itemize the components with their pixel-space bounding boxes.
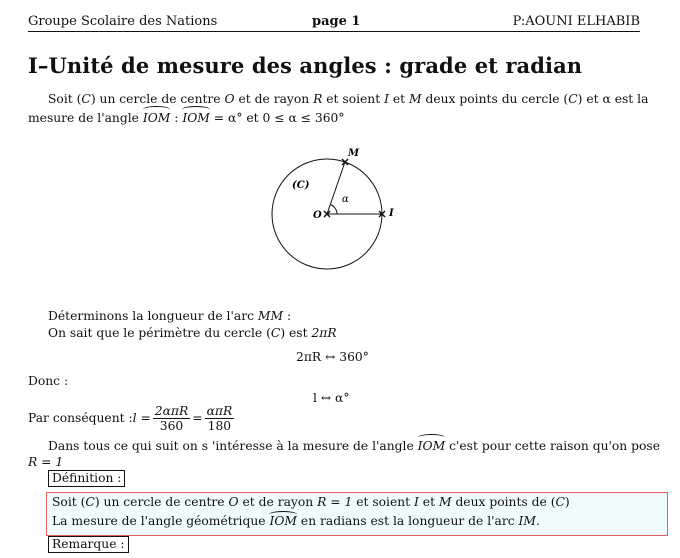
par-consequent-line: Par conséquent : l = $\frac{\text{2απR}}{360}$ = $\frac{\text{απR}}{180}$ bbox=[28, 404, 233, 433]
circle-figure bbox=[262, 142, 402, 276]
intro-paragraph: Soit (C) un cercle de centre O et de rayon R et soient I et M deux points du cercle (C) et α est la mesure de l'angle IOM : IOM = α° et 0 ≤ α ≤ 360° bbox=[28, 90, 643, 128]
determinons-line: Déterminons la longueur de l'arc MM : bbox=[48, 309, 292, 323]
label-C: (C) bbox=[292, 180, 310, 191]
definition-label: Définition : bbox=[48, 470, 125, 487]
point-M-mark bbox=[342, 159, 348, 165]
definition-line-1: Soit (C) un cercle de centre O et de rayon R = 1 et soient I et M deux points de (C) bbox=[52, 495, 570, 509]
label-O: O bbox=[313, 210, 322, 221]
dans-tous-line: Dans tous ce qui suit on s 'intéresse à la mesure de l'angle IOM c'est pour cette raison qu'on pose bbox=[48, 437, 660, 456]
perimetre-line: On sait que le périmètre du cercle (C) est 2πR bbox=[48, 326, 337, 340]
page-number: page 1 bbox=[312, 14, 361, 29]
radius-OM bbox=[327, 162, 345, 214]
label-M: M bbox=[348, 148, 360, 159]
label-alpha: α bbox=[342, 194, 349, 205]
donc-label: Donc : bbox=[28, 374, 69, 388]
angle-arc bbox=[330, 205, 337, 214]
fraction-2: $\frac{\text{απR}}{180}$ bbox=[206, 404, 233, 433]
remarque-label: Remarque : bbox=[48, 536, 129, 553]
label-I: I bbox=[389, 208, 394, 219]
equation-perimeter: 2πR ↔ 360° bbox=[296, 350, 369, 364]
header-rule bbox=[28, 31, 640, 32]
definition-box bbox=[46, 492, 668, 536]
header-author: P:AOUNI ELHABIB bbox=[512, 14, 640, 29]
header-left: Groupe Scolaire des Nations bbox=[28, 14, 218, 29]
fraction-1: $\frac{\text{2απR}}{360}$ bbox=[154, 404, 189, 433]
definition-line-2: La mesure de l'angle géométrique IOM en radians est la longueur de l'arc IM. bbox=[52, 514, 540, 528]
equation-arc: l ↔ α° bbox=[313, 391, 350, 405]
r-equals-one: R = 1 bbox=[28, 455, 64, 469]
section-title: I–Unité de mesure des angles : grade et radian bbox=[28, 53, 583, 78]
